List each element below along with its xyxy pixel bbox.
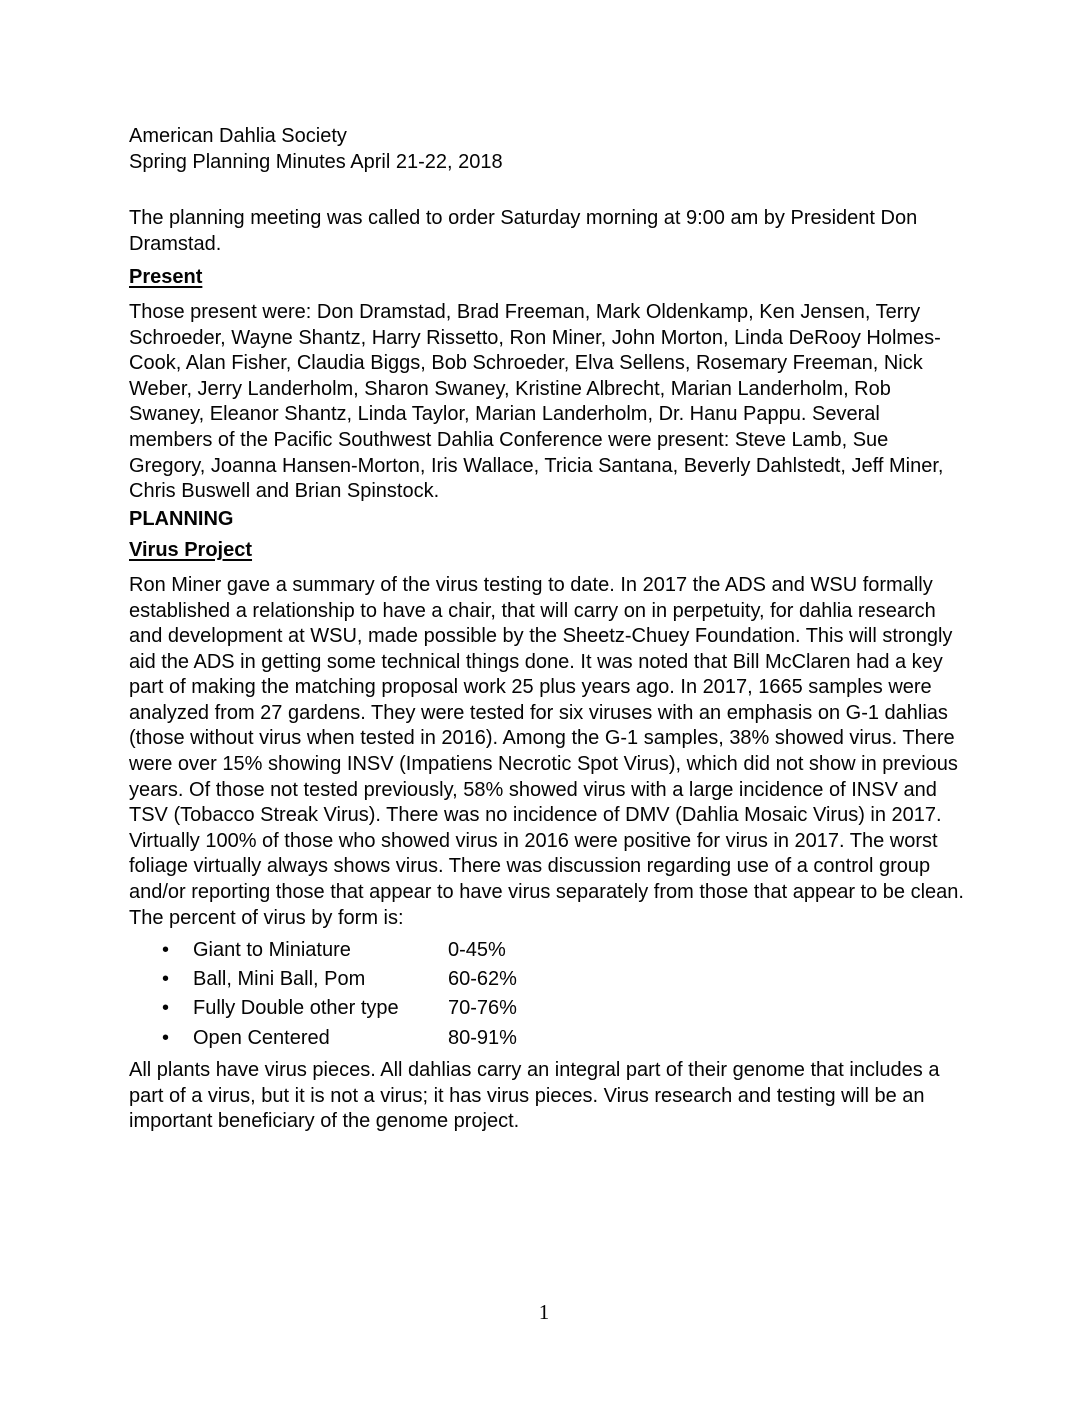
list-item-value: 70-76%	[448, 997, 517, 1020]
list-item-value: 60-62%	[448, 968, 517, 991]
page-number: 1	[538, 1300, 550, 1324]
planning-heading: PLANNING	[129, 507, 234, 530]
document-subtitle: Spring Planning Minutes April 21-22, 2018	[129, 150, 503, 173]
closing-paragraph: All plants have virus pieces. All dahlias carry an integral part of their genome that includes a part of a virus, but it is not a virus; it has virus pieces. Virus research and testing will be an important beneficiary of the genome project.	[129, 1059, 940, 1133]
virus-summary-paragraph: Ron Miner gave a summary of the virus testing to date. In 2017 the ADS and WSU formally established a relationship to have a chair, that will carry on in perpetuity, for dahlia research and development at WSU, made possible by the Sheetz-Chuey Foundation. This will strongly aid the ADS in getting some technical things done. It was noted that Bill McClaren had a key part of making the matching proposal work 25 plus years ago. In 2017, 1665 samples were analyzed from 27 gardens. They were tested for six viruses with an emphasis on G-1 dahlias (those without virus when tested in 2016). Among the G-1 samples, 38% showed virus. There were over 15% showing INSV (Impatiens Necrotic Spot Virus), which did not show in previous years. Of those not tested previously, 58% showed virus with a large incidence of INSV and TSV (Tobacco Streak Virus). There was no incidence of DMV (Dahlia Mosaic Virus) in 2017. Virtually 100% of those who showed virus in 2016 were positive for virus in 2017. The worst foliage virtually always shows virus. There was discussion regarding use of a control group and/or reporting those that appear to have virus separately from those that appear to be clean.	[129, 573, 964, 904]
list-item-value: 0-45%	[448, 939, 506, 962]
list-item-label: Fully Double other type	[193, 997, 399, 1020]
list-item-value: 80-91%	[448, 1026, 517, 1049]
present-heading: Present	[129, 266, 203, 289]
bullet-icon: •	[162, 1026, 170, 1049]
list-item	[162, 1026, 967, 1052]
bullet-icon: •	[162, 997, 170, 1020]
list-item	[162, 996, 967, 1022]
percent-intro-line: The percent of virus by form is:	[129, 906, 404, 929]
virus-percent-list	[129, 938, 967, 1051]
org-name: American Dahlia Society	[129, 125, 347, 147]
intro-paragraph: The planning meeting was called to order Saturday morning at 9:00 am by President Don Dramstad.	[129, 207, 918, 255]
list-item-label: Ball, Mini Ball, Pom	[193, 968, 366, 991]
virus-project-heading: Virus Project	[129, 539, 253, 562]
document-content	[129, 124, 967, 1143]
list-item	[162, 967, 967, 993]
list-item	[162, 938, 967, 964]
list-item-label: Open Centered	[193, 1026, 330, 1049]
bullet-icon: •	[162, 968, 170, 991]
list-item-label: Giant to Miniature	[193, 939, 351, 962]
bullet-icon: •	[162, 939, 170, 962]
document-title-block	[129, 124, 967, 175]
present-paragraph: Those present were: Don Dramstad, Brad Freeman, Mark Oldenkamp, Ken Jensen, Terry Schroeder, Wayne Shantz, Harry Rissetto, Ron Miner, John Morton, Linda DeRooy Holmes-Cook, Alan Fisher, Claudia Biggs, Bob Schroeder, Elva Sellens, Rosemary Freeman, Nick Weber, Jerry Landerholm, Sharon Swaney, Kristine Albrecht, Marian Landerholm, Rob Swaney, Eleanor Shantz, Linda Taylor, Marian Landerholm, Dr. Hanu Pappu. Several members of the Pacific Southwest Dahlia Conference were present: Steve Lamb, Sue Gregory, Joanna Hansen-Morton, Iris Wallace, Tricia Santana, Beverly Dahlstedt, Jeff Miner, Chris Buswell and Brian Spinstock.	[129, 300, 944, 503]
